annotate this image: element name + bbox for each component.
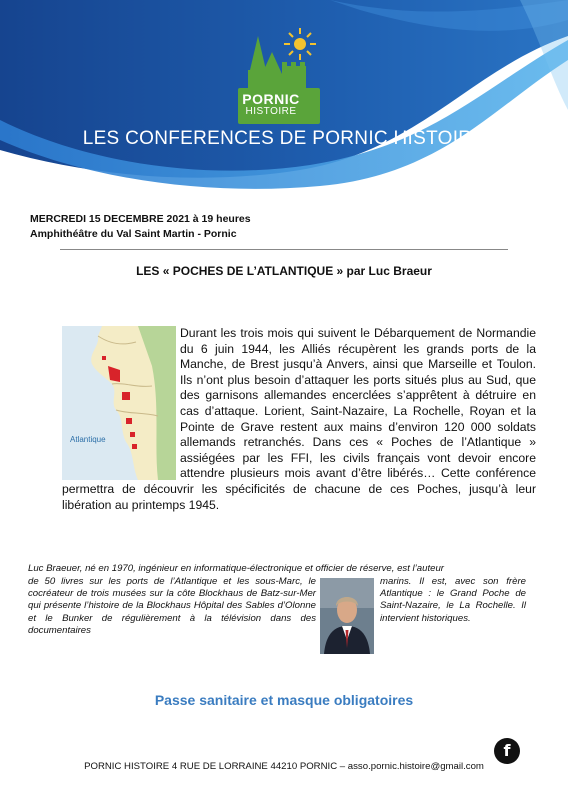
speaker-name: Luc Braeuer bbox=[28, 563, 80, 574]
map-label: Atlantique bbox=[70, 435, 106, 444]
speaker-bio-top: , né en 1970, ingénieur en informatique-électronique et officier de réserve, est l’auteur bbox=[79, 563, 444, 574]
logo-line1: PORNIC bbox=[242, 91, 300, 107]
page-title: LES CONFERENCES DE PORNIC HISTOIRE bbox=[82, 128, 486, 149]
speaker-photo bbox=[320, 578, 374, 654]
footer-address: PORNIC HISTOIRE 4 RUE DE LORRAINE 44210 PORNIC – asso.pornic.histoire@gmail.com bbox=[84, 761, 484, 772]
logo-wordmark bbox=[238, 90, 304, 124]
event-date: MERCREDI 15 DECEMBRE 2021 à 19 heures bbox=[30, 213, 251, 225]
talk-description: Durant les trois mois qui suivent le Débarquement de Normandie du 6 juin 1944, les Alliés récupèrent les grands ports de la Manche, de Brest jusqu’à Anvers, ainsi que Marseille et Toulon. Ils n’ont plus besoin d’attaquer les ports situés plus au Sud, que des garnisons allemandes encerclées s’apprêtent à détruire en cas d’attaque. Lorient, Saint-Nazaire, La Rochelle, Royan et la Pointe de Grave restent aux mains d’environ 120 000 soldats allemands retranchés. Dans ces « Poches de l’Atlantique » assiégées par les FFI, les civils français vont devoir encore attendre plusieurs mois avant d’être libérés… Cette conférence permettra de découvrir les spécificités de chacune de ces Poches, jusqu’à leur libération au printemps 1945. bbox=[62, 326, 536, 512]
facebook-icon[interactable]: f bbox=[494, 738, 520, 764]
speaker-bio-right: marins. Il est, avec son frère Atlantique : le Grand Poche de Saint-Nazaire, le La Rochelle. Il intervient historiques. bbox=[380, 576, 526, 624]
atlantic-pockets-map bbox=[62, 326, 176, 480]
speaker-bio-left: de 50 livres sur les ports de l’Atlantique et les sous-Marc, le cocréateur de trois musées sur la côte Blockhaus de Batz-sur-Mer qui présente l’histoire de la Blockhaus Hôpital des Sables d’Olonne et le Bunker de régulièrement à la télévision dans des documentaires bbox=[28, 576, 316, 636]
sun-icon bbox=[284, 28, 316, 60]
event-place: Amphithéâtre du Val Saint Martin - Pornic bbox=[30, 228, 237, 240]
health-pass-notice: Passe sanitaire et masque obligatoires bbox=[154, 692, 414, 708]
logo-line2: HISTOIRE bbox=[245, 106, 297, 117]
divider bbox=[60, 249, 508, 250]
speaker-bio-intro bbox=[28, 563, 540, 575]
talk-title: LES « POCHES DE L’ATLANTIQUE » par Luc Braeur bbox=[136, 264, 432, 278]
